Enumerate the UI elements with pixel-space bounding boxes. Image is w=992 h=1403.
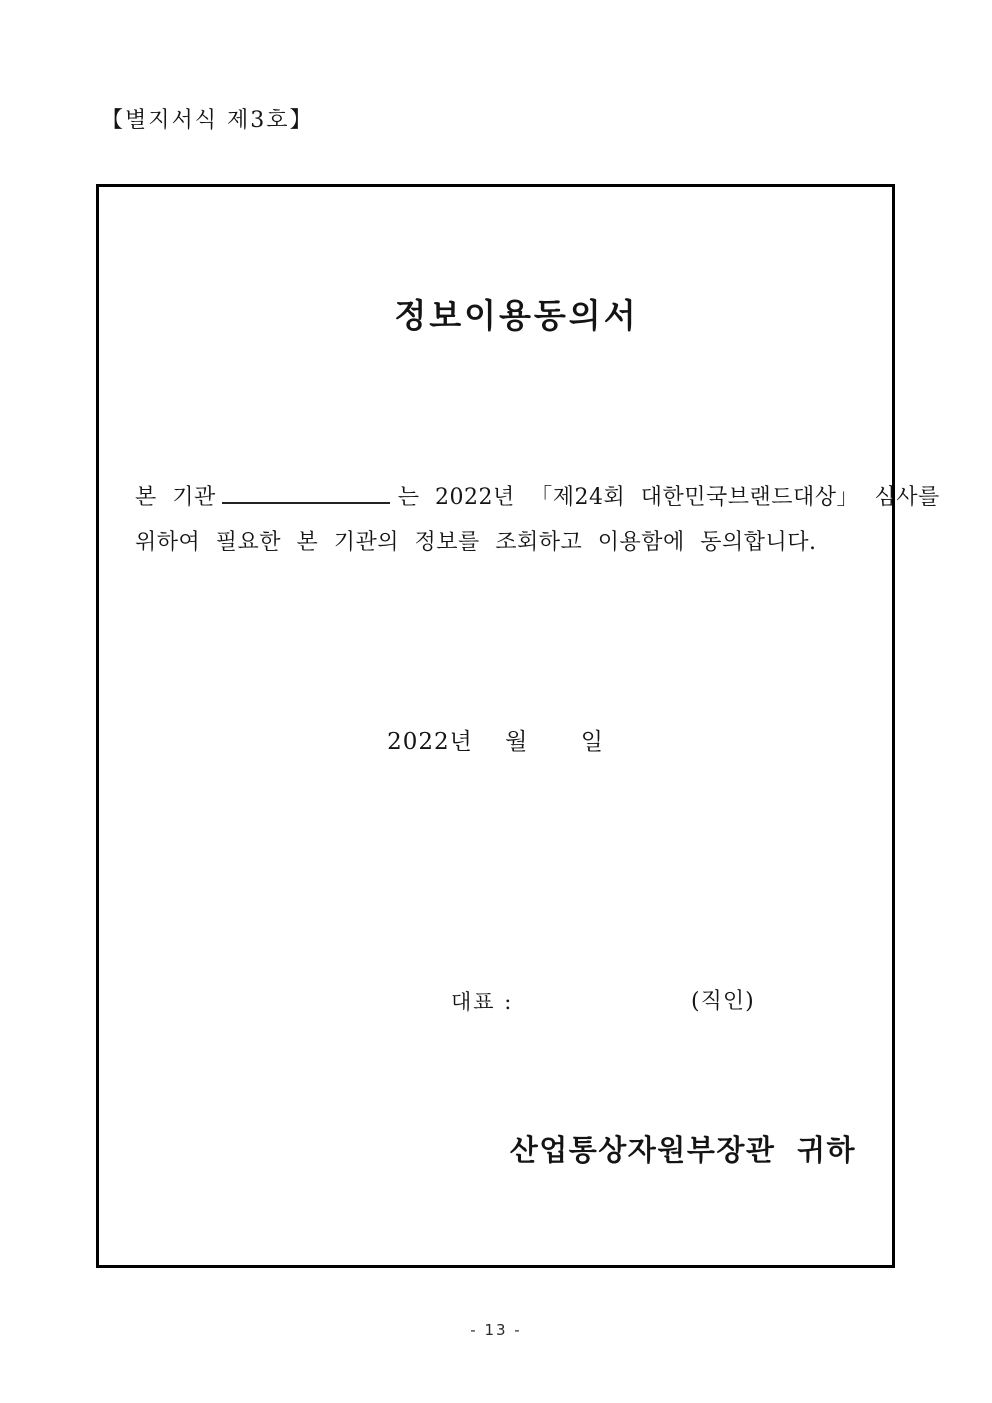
representative-label: 대표 : <box>451 990 514 1014</box>
date-line <box>99 723 892 756</box>
consent-body-line1 <box>135 475 940 520</box>
official-seal-label: (직인) <box>691 989 755 1014</box>
consent-form-border-box <box>96 184 940 1268</box>
consent-body-paragraph <box>135 475 940 565</box>
form-number-label: 【별지서식 제3호】 <box>101 108 314 133</box>
document-title: 정보이용동의서 <box>394 296 639 335</box>
page-number: - 13 - <box>470 1321 522 1339</box>
body-line1-suffix: 는 2022년 「제24회 대한민국브랜드대상」 심사를 <box>397 485 940 510</box>
date-day-text: 일 <box>580 729 604 755</box>
organization-name-blank <box>222 480 390 504</box>
date-month-text: 월 <box>505 729 529 755</box>
date-year-text: 2022년 <box>387 729 473 755</box>
body-line1-prefix: 본 기관 <box>135 485 216 510</box>
recipient-line: 산업통상자원부장관 귀하 <box>509 1133 856 1167</box>
consent-body-line2: 위하여 필요한 본 기관의 정보를 조회하고 이용함에 동의합니다. <box>135 530 817 555</box>
